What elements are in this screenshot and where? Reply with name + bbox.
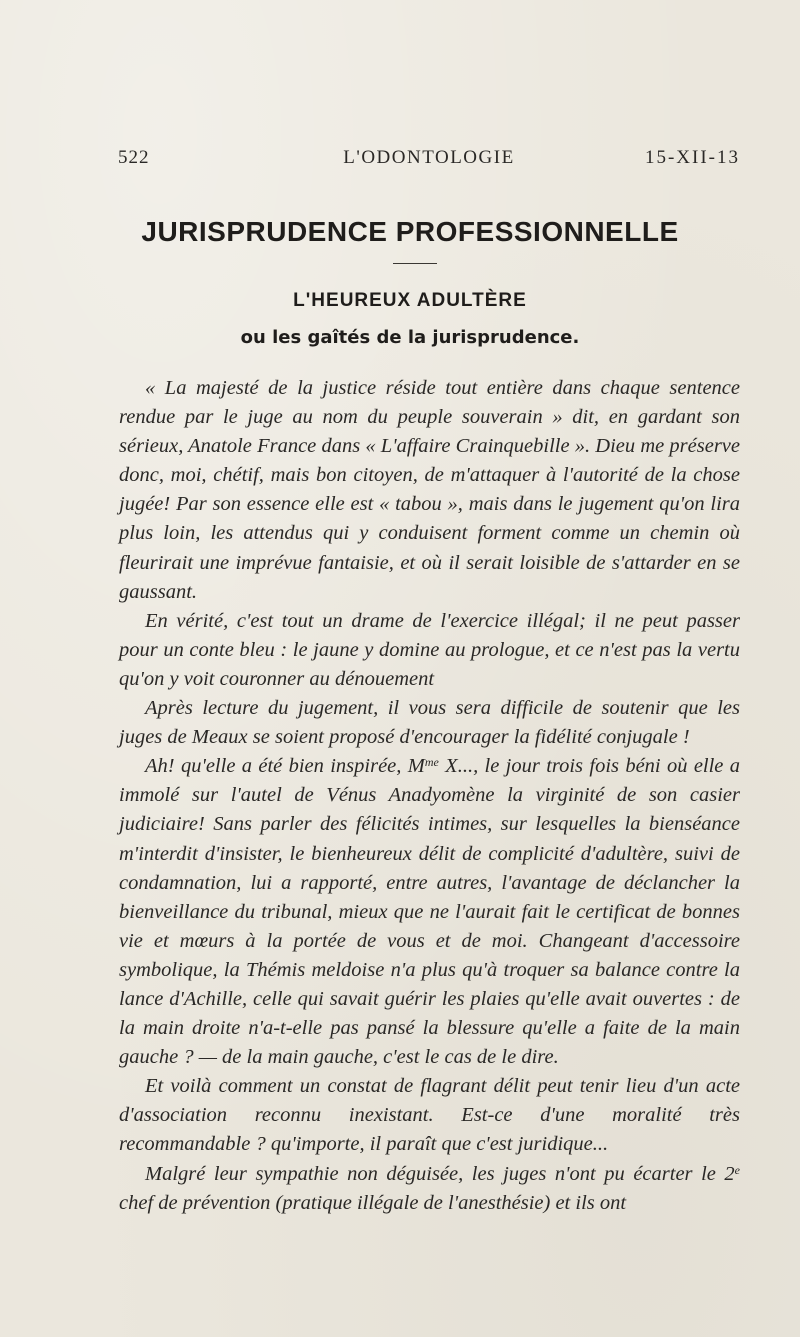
superscript: e [734, 1162, 740, 1177]
paragraph-text: Malgré leur sympathie non déguisée, les juges n'ont pu écarter le 2 [145, 1162, 735, 1185]
article-title: L'HEUREUX ADULTÈRE [293, 290, 527, 311]
paragraph [119, 752, 740, 1072]
article-subtitle: ou les gaîtés de la jurisprudence. [240, 327, 580, 348]
paragraph-text: Ah! qu'elle a été bien inspirée, M [145, 755, 425, 778]
paragraph: En vérité, c'est tout un drame de l'exercice illégal; il ne peut passer pour un conte bleu : le jaune y domine au prologue, et ce n'est pas la vertu qu'on y voit couronner au dénouement [119, 609, 740, 690]
page-number: 522 [118, 147, 150, 168]
section-title: JURISPRUDENCE PROFESSIONNELLE [141, 216, 679, 247]
title-divider [393, 263, 437, 264]
paragraph: Après lecture du jugement, il vous sera difficile de soutenir que les juges de Meaux se soient proposé d'encourager la fidélité conjugale ! [119, 697, 740, 749]
paragraph: Et voilà comment un constat de flagrant délit peut tenir lieu d'un acte d'association reconnu inexistant. Est-ce d'une moralité très recommandable ? qu'importe, il paraît que c'est juridique... [119, 1075, 740, 1156]
issue-date: 15-XII-13 [644, 147, 740, 168]
running-header [118, 147, 740, 173]
paragraph-text: chef de prévention (pratique illégale de l'anesthésie) et ils ont [119, 1191, 627, 1214]
paragraph [119, 1160, 740, 1218]
paragraph-text: X..., le jour trois fois béni où elle a immolé sur l'autel de Vénus Anadyomène la virginité de son casier judiciaire! Sans parler des félicités intimes, sur lesquelles la bienséance m'interdit d'insister, le bienheureux délit de complicité d'adultère, suivi de condamnation, lui a rapporté, entre autres, l'avantage de déclancher la bienveillance du tribunal, mieux que ne l'aurait fait le certificat de bonnes vie et mœurs à la portée de vous et de moi. Changeant d'accessoire symbolique, la Thémis meldoise n'a plus qu'à troquer sa balance contre la lance d'Achille, celle qui savait guérir les plaies qu'elle avait ouvertes : de la main droite n'a-t-elle pas pansé la blessure qu'elle a faite de la main gauche ? — de la main gauche, c'est le cas de le dire. [119, 755, 740, 1069]
superscript: me [424, 755, 439, 770]
journal-name: L'ODONTOLOGIE [343, 147, 515, 168]
article-body [119, 374, 740, 1218]
paragraph: « La majesté de la justice réside tout entière dans chaque sentence rendue par le juge au nom du peuple souverain » dit, en gardant son sérieux, Anatole France dans « L'affaire Crainquebille ». Dieu me préserve donc, moi, chétif, mais bon citoyen, de m'attaquer à l'autorité de la chose jugée! Par son essence elle est « tabou », mais dans le jugement qu'on lira plus loin, les attendus qui y conduisent forment comme un chemin où fleurirait une imprévue fantaisie, et où il serait loisible de s'attarder en se gaussant. [119, 377, 740, 603]
